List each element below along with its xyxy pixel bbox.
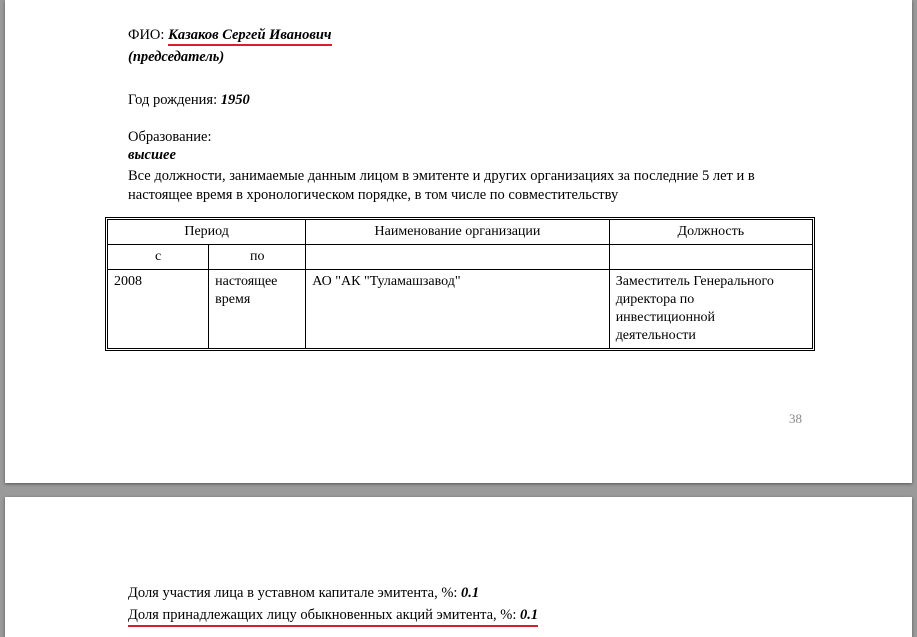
page-number: 38 bbox=[789, 411, 802, 426]
header-org-empty bbox=[306, 245, 609, 270]
capital-label: Доля участия лица в уставном капитале эмитента, %: bbox=[128, 585, 462, 601]
header-position: Должность bbox=[609, 220, 812, 245]
cell-position-line: директора по bbox=[615, 292, 695, 307]
cell-from: 2008 bbox=[108, 270, 209, 349]
birth-year-line bbox=[128, 91, 250, 109]
shares-label: Доля принадлежащих лицу обыкновенных акций эмитента, %: bbox=[128, 607, 521, 623]
positions-intro-line2: настоящее время в хронологическом порядке, в том числе по совместительству bbox=[128, 187, 619, 203]
header-period: Период bbox=[108, 220, 306, 245]
cell-org: АО "АК "Туламашзавод" bbox=[306, 270, 609, 349]
positions-table bbox=[107, 219, 813, 349]
education-value: высшее bbox=[128, 147, 176, 163]
education-label: Образование: bbox=[128, 129, 212, 145]
cell-to-line1: настоящее bbox=[215, 274, 278, 289]
cell-position-line: деятельности bbox=[615, 328, 696, 343]
document-page-1 bbox=[5, 0, 912, 483]
positions-intro-line1: Все должности, занимаемые данным лицом в эмитенте и других организациях за последние 5 лет и в bbox=[128, 168, 755, 184]
cell-position-line: инвестиционной bbox=[615, 310, 716, 325]
birth-value: 1950 bbox=[220, 92, 250, 108]
cell-to bbox=[209, 270, 306, 349]
birth-label: Год рождения: bbox=[128, 92, 221, 108]
cell-to-line2: время bbox=[215, 292, 251, 307]
cell-position-line: Заместитель Генерального bbox=[615, 274, 774, 289]
header-org: Наименование организации bbox=[306, 220, 609, 245]
capital-value: 0.1 bbox=[461, 585, 480, 601]
cell-position bbox=[609, 270, 812, 349]
document-page-2 bbox=[5, 497, 912, 637]
fio-value: Казаков Сергей Иванович bbox=[168, 27, 331, 46]
table-subheader-row bbox=[108, 245, 813, 270]
header-to: по bbox=[209, 245, 306, 270]
fio-label: ФИО: bbox=[128, 27, 169, 43]
shares-line bbox=[128, 606, 538, 627]
shares-value: 0.1 bbox=[520, 607, 539, 623]
table-header-row bbox=[108, 220, 813, 245]
header-position-empty bbox=[609, 245, 812, 270]
header-from: с bbox=[108, 245, 209, 270]
capital-share-line bbox=[128, 584, 479, 602]
table-row bbox=[108, 270, 813, 349]
fio-line bbox=[128, 26, 332, 44]
role-text: (председатель) bbox=[128, 49, 225, 65]
